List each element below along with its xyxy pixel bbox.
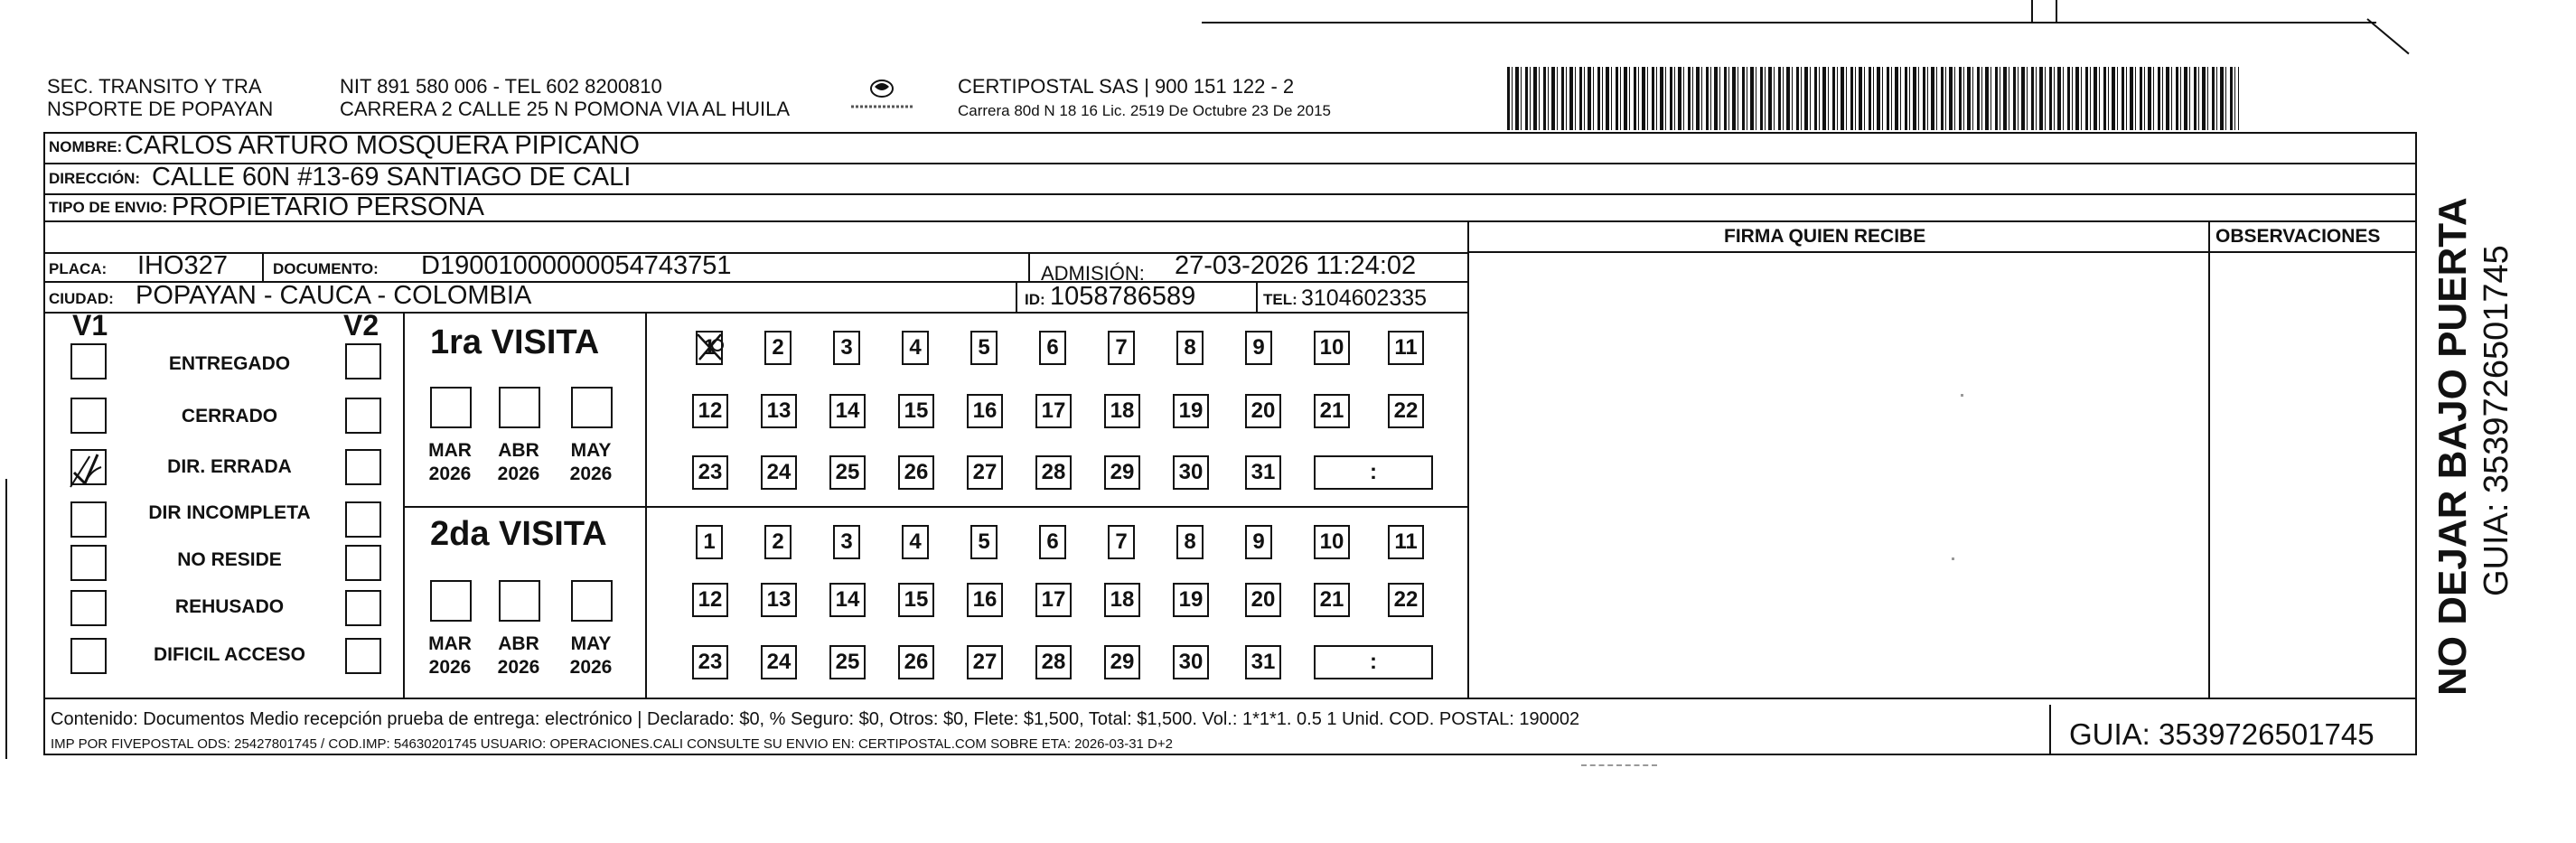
v2-label: V2 bbox=[343, 309, 379, 342]
visita-2-day[interactable]: 15 bbox=[898, 583, 934, 617]
visita-1-day[interactable]: 7 bbox=[1108, 331, 1135, 365]
option-rehusado: REHUSADO bbox=[174, 596, 285, 617]
visita-1-day[interactable]: 17 bbox=[1035, 394, 1072, 428]
visita-2-month-mar-box[interactable] bbox=[430, 580, 472, 622]
visita-2-month-abr-box[interactable] bbox=[499, 580, 540, 622]
visita-2-month-abr: ABR 2026 bbox=[497, 633, 540, 678]
option-entregado: ENTREGADO bbox=[168, 353, 291, 374]
visita-1-month-mar-box[interactable] bbox=[430, 387, 472, 428]
option-dificil-acceso: DIFICIL ACCESO bbox=[153, 644, 305, 665]
v1-checkbox-entregado[interactable] bbox=[70, 343, 107, 379]
v1-checkbox-no-reside[interactable] bbox=[70, 545, 107, 581]
visita-2-day[interactable]: 9 bbox=[1245, 525, 1272, 559]
visita-2-day[interactable]: 3 bbox=[833, 525, 860, 559]
v1-checkbox-cerrado[interactable] bbox=[70, 398, 107, 434]
v2-checkbox-dir-errada[interactable] bbox=[345, 449, 381, 485]
visita-2-day[interactable]: 22 bbox=[1388, 583, 1424, 617]
visita-1-day[interactable]: 25 bbox=[829, 455, 866, 490]
visita-1-day[interactable]: 18 bbox=[1104, 394, 1140, 428]
scan-dot bbox=[1961, 394, 1963, 397]
placa-label: PLACA: bbox=[49, 260, 108, 277]
visita-2-day[interactable]: 30 bbox=[1173, 645, 1209, 679]
visita-2-day[interactable]: 28 bbox=[1035, 645, 1072, 679]
visita-2-day[interactable]: 25 bbox=[829, 645, 866, 679]
v1-checkbox-rehusado[interactable] bbox=[70, 590, 107, 626]
id-value: 1058786589 bbox=[1050, 282, 1196, 311]
visita-2-day[interactable]: 5 bbox=[970, 525, 998, 559]
visita-2-day[interactable]: 18 bbox=[1104, 583, 1140, 617]
visita-1-day[interactable]: 8 bbox=[1176, 331, 1204, 365]
sign-header-line bbox=[1467, 251, 2417, 253]
id-label: ID: bbox=[1025, 291, 1045, 308]
visita-2-day[interactable]: 1 bbox=[696, 525, 723, 559]
v2-checkbox-dir-incompleta[interactable] bbox=[345, 501, 381, 538]
visita-1-day[interactable]: 3 bbox=[833, 331, 860, 365]
v2-checkbox-dificil-acceso[interactable] bbox=[345, 638, 381, 674]
visita-1-day[interactable]: 29 bbox=[1104, 455, 1140, 490]
visita-2-day[interactable]: 4 bbox=[902, 525, 929, 559]
org-line1: SEC. TRANSITO Y TRA bbox=[47, 75, 262, 98]
footer-guia: GUIA: 3539726501745 bbox=[2069, 717, 2375, 751]
placa-value: IHO327 bbox=[137, 251, 228, 280]
visita-1-day[interactable]: 4 bbox=[902, 331, 929, 365]
visita-1-day[interactable]: 15 bbox=[898, 394, 934, 428]
visita-2-day[interactable]: 13 bbox=[761, 583, 797, 617]
ciudad-label: CIUDAD: bbox=[49, 290, 114, 307]
visita-1-day[interactable]: 24 bbox=[761, 455, 797, 490]
visita-1-day[interactable]: 12 bbox=[692, 394, 728, 428]
v2-checkbox-entregado[interactable] bbox=[345, 343, 381, 379]
visita-2-day[interactable]: 7 bbox=[1108, 525, 1135, 559]
admision-value: 27-03-2026 11:24:02 bbox=[1175, 251, 1417, 280]
contenido-line: Contenido: Documentos Medio recepción prueba de entrega: electrónico | Declarado: $0, % Seguro: $0, Otros: $0, Flete: $1,500, Total: $1,500. Vol.: 1*1*1. 0.5 1 Unid. COD. POSTAL: 190002 bbox=[51, 709, 1580, 729]
visita-2-day[interactable]: 6 bbox=[1039, 525, 1066, 559]
visita-2-title: 2da VISITA bbox=[430, 515, 607, 553]
visita-2-day[interactable]: 23 bbox=[692, 645, 728, 679]
visita-1-day[interactable]: 27 bbox=[967, 455, 1003, 490]
footer-line bbox=[43, 698, 2417, 699]
visita-2-day[interactable]: 11 bbox=[1388, 525, 1424, 559]
visita-2-day[interactable]: 12 bbox=[692, 583, 728, 617]
visita-1-day[interactable]: 14 bbox=[829, 394, 866, 428]
v1-checkbox-dificil-acceso[interactable] bbox=[70, 638, 107, 674]
direccion-value: CALLE 60N #13-69 SANTIAGO DE CALI bbox=[152, 163, 632, 192]
visita-1-day[interactable]: 11 bbox=[1388, 331, 1424, 365]
visita-1-title: 1ra VISITA bbox=[430, 323, 600, 361]
visita-1-month-abr: ABR 2026 bbox=[497, 440, 540, 484]
visita-1-day[interactable]: 23 bbox=[692, 455, 728, 490]
courier-line1: CERTIPOSTAL SAS | 900 151 122 - 2 bbox=[958, 75, 1295, 98]
observaciones-label: OBSERVACIONES bbox=[2215, 226, 2381, 247]
scan-dot bbox=[1952, 557, 1954, 560]
status-divider bbox=[403, 312, 405, 698]
tel-divider bbox=[1256, 281, 1258, 312]
visita-1-day[interactable]: 5 bbox=[970, 331, 998, 365]
tipo-envio-value: PROPIETARIO PERSONA bbox=[172, 192, 484, 221]
certipostal-logo-icon bbox=[840, 72, 922, 117]
visita-2-day[interactable]: 2 bbox=[764, 525, 792, 559]
visita-1-day[interactable]: 2 bbox=[764, 331, 792, 365]
visita-2-day[interactable]: 8 bbox=[1176, 525, 1204, 559]
no-dejar-bajo-puerta: NO DEJAR BAJO PUERTA bbox=[2431, 197, 2475, 696]
visita-1-day[interactable]: 26 bbox=[898, 455, 934, 490]
address-line: CARRERA 2 CALLE 25 N POMONA VIA AL HUILA bbox=[340, 98, 791, 120]
visita-2-day[interactable]: 14 bbox=[829, 583, 866, 617]
v2-checkbox-cerrado[interactable] bbox=[345, 398, 381, 434]
tel-value: 3104602335 bbox=[1301, 286, 1428, 311]
v1-label: V1 bbox=[72, 309, 108, 342]
ciudad-value: POPAYAN - CAUCA - COLOMBIA bbox=[136, 281, 532, 310]
top-tick-2 bbox=[2056, 0, 2057, 23]
visita-2-month-may-box[interactable] bbox=[571, 580, 613, 622]
courier-line2: Carrera 80d N 18 16 Lic. 2519 De Octubre 23 De 2015 bbox=[958, 102, 1331, 119]
v1-checkbox-dir-incompleta[interactable] bbox=[70, 501, 107, 538]
firma-divider bbox=[1467, 220, 1469, 698]
visita-1-day[interactable]: 30 bbox=[1173, 455, 1209, 490]
visita-2-day[interactable]: 27 bbox=[967, 645, 1003, 679]
option-dir-incompleta: DIR INCOMPLETA bbox=[148, 502, 311, 523]
barcode bbox=[1507, 67, 2239, 130]
top-tick bbox=[2031, 0, 2033, 23]
row-line-6 bbox=[43, 312, 1469, 314]
option-no-reside: NO RESIDE bbox=[177, 549, 282, 570]
placa-divider bbox=[262, 252, 264, 281]
day-mark-icon bbox=[694, 329, 730, 365]
guia-divider bbox=[2049, 705, 2051, 755]
visita-1-month-mar: MAR 2026 bbox=[428, 440, 472, 484]
direccion-label: DIRECCIÓN: bbox=[49, 170, 141, 187]
visita-1-month-abr-box[interactable] bbox=[499, 387, 540, 428]
side-guia: GUIA: 3539726501745 bbox=[2478, 245, 2515, 596]
visita-1-day[interactable]: 31 bbox=[1245, 455, 1281, 490]
visita-divider bbox=[645, 312, 647, 698]
visita-1-day[interactable]: 19 bbox=[1173, 394, 1209, 428]
v2-checkbox-no-reside[interactable] bbox=[345, 545, 381, 581]
documento-value: D19001000000054743751 bbox=[421, 251, 732, 280]
imp-line: IMP POR FIVEPOSTAL ODS: 25427801745 / COD.IMP: 54630201745 USUARIO: OPERACIONES.CALI CONSULTE SU ENVIO EN: CERTIPOSTAL.COM SOBRE ETA: 2026-03-31 D+2 bbox=[51, 736, 1173, 752]
visita-1-day[interactable]: 10 bbox=[1314, 331, 1350, 365]
visita-1-day[interactable]: 9 bbox=[1245, 331, 1272, 365]
tel-label: TEL: bbox=[1263, 291, 1297, 308]
left-margin-line bbox=[5, 479, 7, 759]
admision-label: ADMISIÓN: bbox=[1041, 262, 1145, 285]
option-dir-errada: DIR. ERRADA bbox=[167, 456, 292, 477]
visita-2-day[interactable]: 31 bbox=[1245, 645, 1281, 679]
corner-mark bbox=[2366, 18, 2409, 54]
visita-2-day[interactable]: 29 bbox=[1104, 645, 1140, 679]
visita-2-month-may: MAY 2026 bbox=[569, 633, 613, 678]
nombre-value: CARLOS ARTURO MOSQUERA PIPICANO bbox=[125, 131, 640, 160]
id-divider bbox=[1016, 281, 1017, 312]
visita-1-day[interactable]: 20 bbox=[1245, 394, 1281, 428]
nit-line: NIT 891 580 006 - TEL 602 8200810 bbox=[340, 75, 662, 98]
dashed-mark bbox=[1581, 764, 1657, 766]
visita-2-day[interactable]: 26 bbox=[898, 645, 934, 679]
org-line2: NSPORTE DE POPAYAN bbox=[47, 98, 274, 120]
visita-1-day[interactable]: 28 bbox=[1035, 455, 1072, 490]
visita-2-day[interactable]: 21 bbox=[1314, 583, 1350, 617]
admision-divider bbox=[1028, 252, 1030, 281]
documento-label: DOCUMENTO: bbox=[273, 260, 379, 277]
visita-2-day[interactable]: 16 bbox=[967, 583, 1003, 617]
obs-divider bbox=[2208, 220, 2210, 698]
visita-2-day[interactable]: 24 bbox=[761, 645, 797, 679]
visita-1-day[interactable]: 22 bbox=[1388, 394, 1424, 428]
tipo-envio-label: TIPO DE ENVIO: bbox=[49, 199, 168, 216]
visita-2-day[interactable]: 20 bbox=[1245, 583, 1281, 617]
visita-1-day[interactable]: 1 bbox=[696, 331, 723, 365]
visita-1-day[interactable]: 6 bbox=[1039, 331, 1066, 365]
visit-split bbox=[403, 506, 1467, 508]
visita-2-day[interactable]: 10 bbox=[1314, 525, 1350, 559]
visita-1-month-may-box[interactable] bbox=[571, 387, 613, 428]
visita-2-day[interactable]: 17 bbox=[1035, 583, 1072, 617]
side-text bbox=[2431, 154, 2530, 696]
firma-label: FIRMA QUIEN RECIBE bbox=[1724, 226, 1926, 247]
visita-1-time-box[interactable]: : bbox=[1314, 455, 1433, 490]
top-rule bbox=[1202, 22, 2376, 23]
visita-2-month-mar: MAR 2026 bbox=[428, 633, 472, 678]
nombre-label: NOMBRE: bbox=[49, 138, 123, 155]
form-frame bbox=[43, 132, 2417, 755]
visita-1-day[interactable]: 13 bbox=[761, 394, 797, 428]
v2-checkbox-rehusado[interactable] bbox=[345, 590, 381, 626]
visita-2-time-box[interactable]: : bbox=[1314, 645, 1433, 679]
visita-2-day[interactable]: 19 bbox=[1173, 583, 1209, 617]
visita-1-month-may: MAY 2026 bbox=[569, 440, 613, 484]
visita-1-day[interactable]: 21 bbox=[1314, 394, 1350, 428]
option-cerrado: CERRADO bbox=[181, 406, 278, 426]
visita-1-day[interactable]: 16 bbox=[967, 394, 1003, 428]
